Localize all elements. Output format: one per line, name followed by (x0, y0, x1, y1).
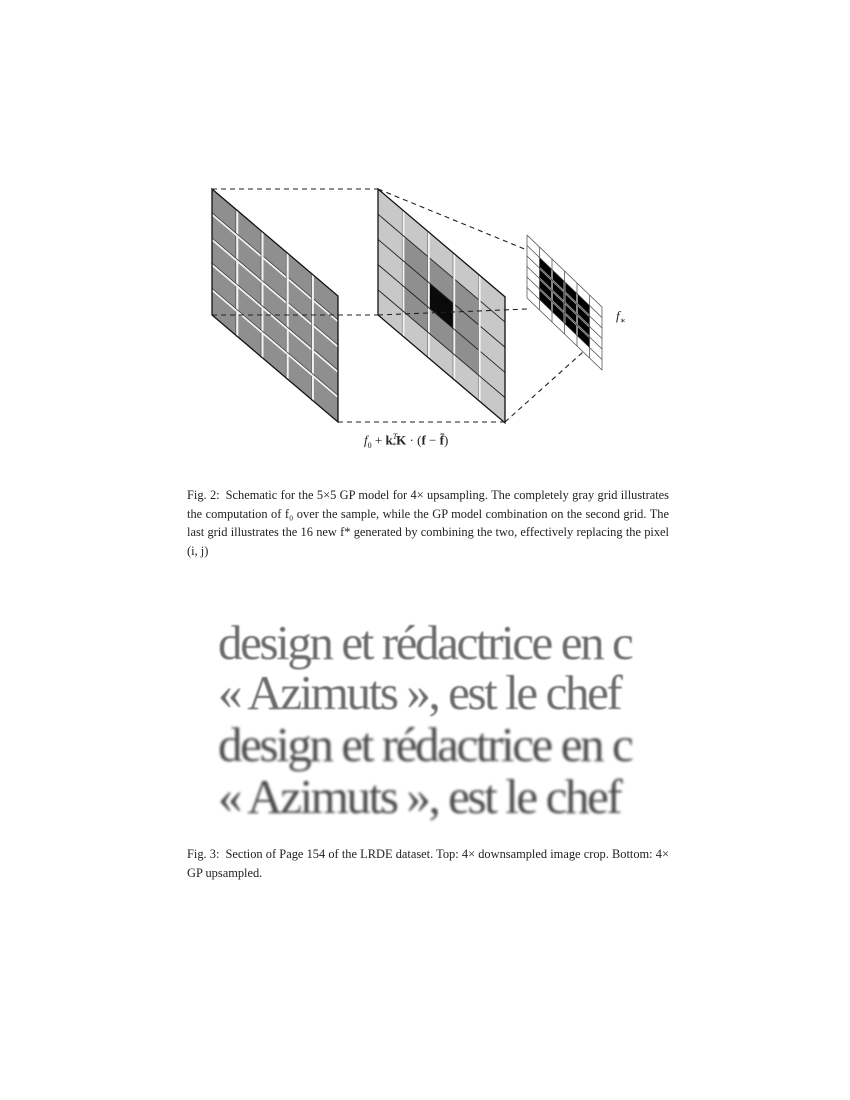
figure-3-caption (187, 845, 669, 882)
formula-f0: f (364, 432, 368, 448)
formula-plus: + (371, 432, 386, 448)
formula-dot: · ( (406, 432, 422, 448)
caption-label: Fig. 2: (187, 488, 220, 502)
formula-f: f (421, 432, 426, 448)
caption-text: Section of Page 154 of the LRDE dataset. Top: 4× downsampled image crop. Bottom: 4× GP upsampled. (187, 847, 669, 880)
fstar-label: $f_∗$ (616, 308, 626, 326)
downsampled-line-2: « Azimuts », est le chef (218, 665, 621, 720)
downsampled-line-1: design et rédactrice en c (218, 622, 632, 670)
formula-close: ) (443, 432, 449, 448)
caption-text: Schematic for the 5×5 GP model for 4× upsampling. The completely gray grid illustrates the computation of f₀ over the sample, while the GP model combination on the second grid. The last grid illustrates the 16 new f* generated by combining the two, effectively replacing the pixel (i, j) (187, 488, 669, 558)
caption-label: Fig. 3: (187, 847, 220, 861)
upsampled-line-2: « Azimuts », est le chef (218, 769, 621, 824)
formula-K: K (396, 432, 407, 448)
figure-2-schematic (0, 0, 850, 470)
connector-bottom-to-fstar (505, 352, 583, 422)
formula-minus: − (425, 432, 440, 448)
upsampled-line-1: design et rédactrice en c (218, 717, 632, 772)
formula-k-sub: * (392, 440, 397, 450)
formula-f0-sub: 0 (367, 440, 372, 450)
formula-k-sup: T (392, 432, 398, 441)
formula-k: k (385, 432, 393, 448)
figure-3-text-crop (218, 622, 643, 832)
formula-fbar: f̄ (439, 432, 444, 448)
gp-formula (364, 432, 448, 450)
figure-2-caption (187, 486, 669, 560)
